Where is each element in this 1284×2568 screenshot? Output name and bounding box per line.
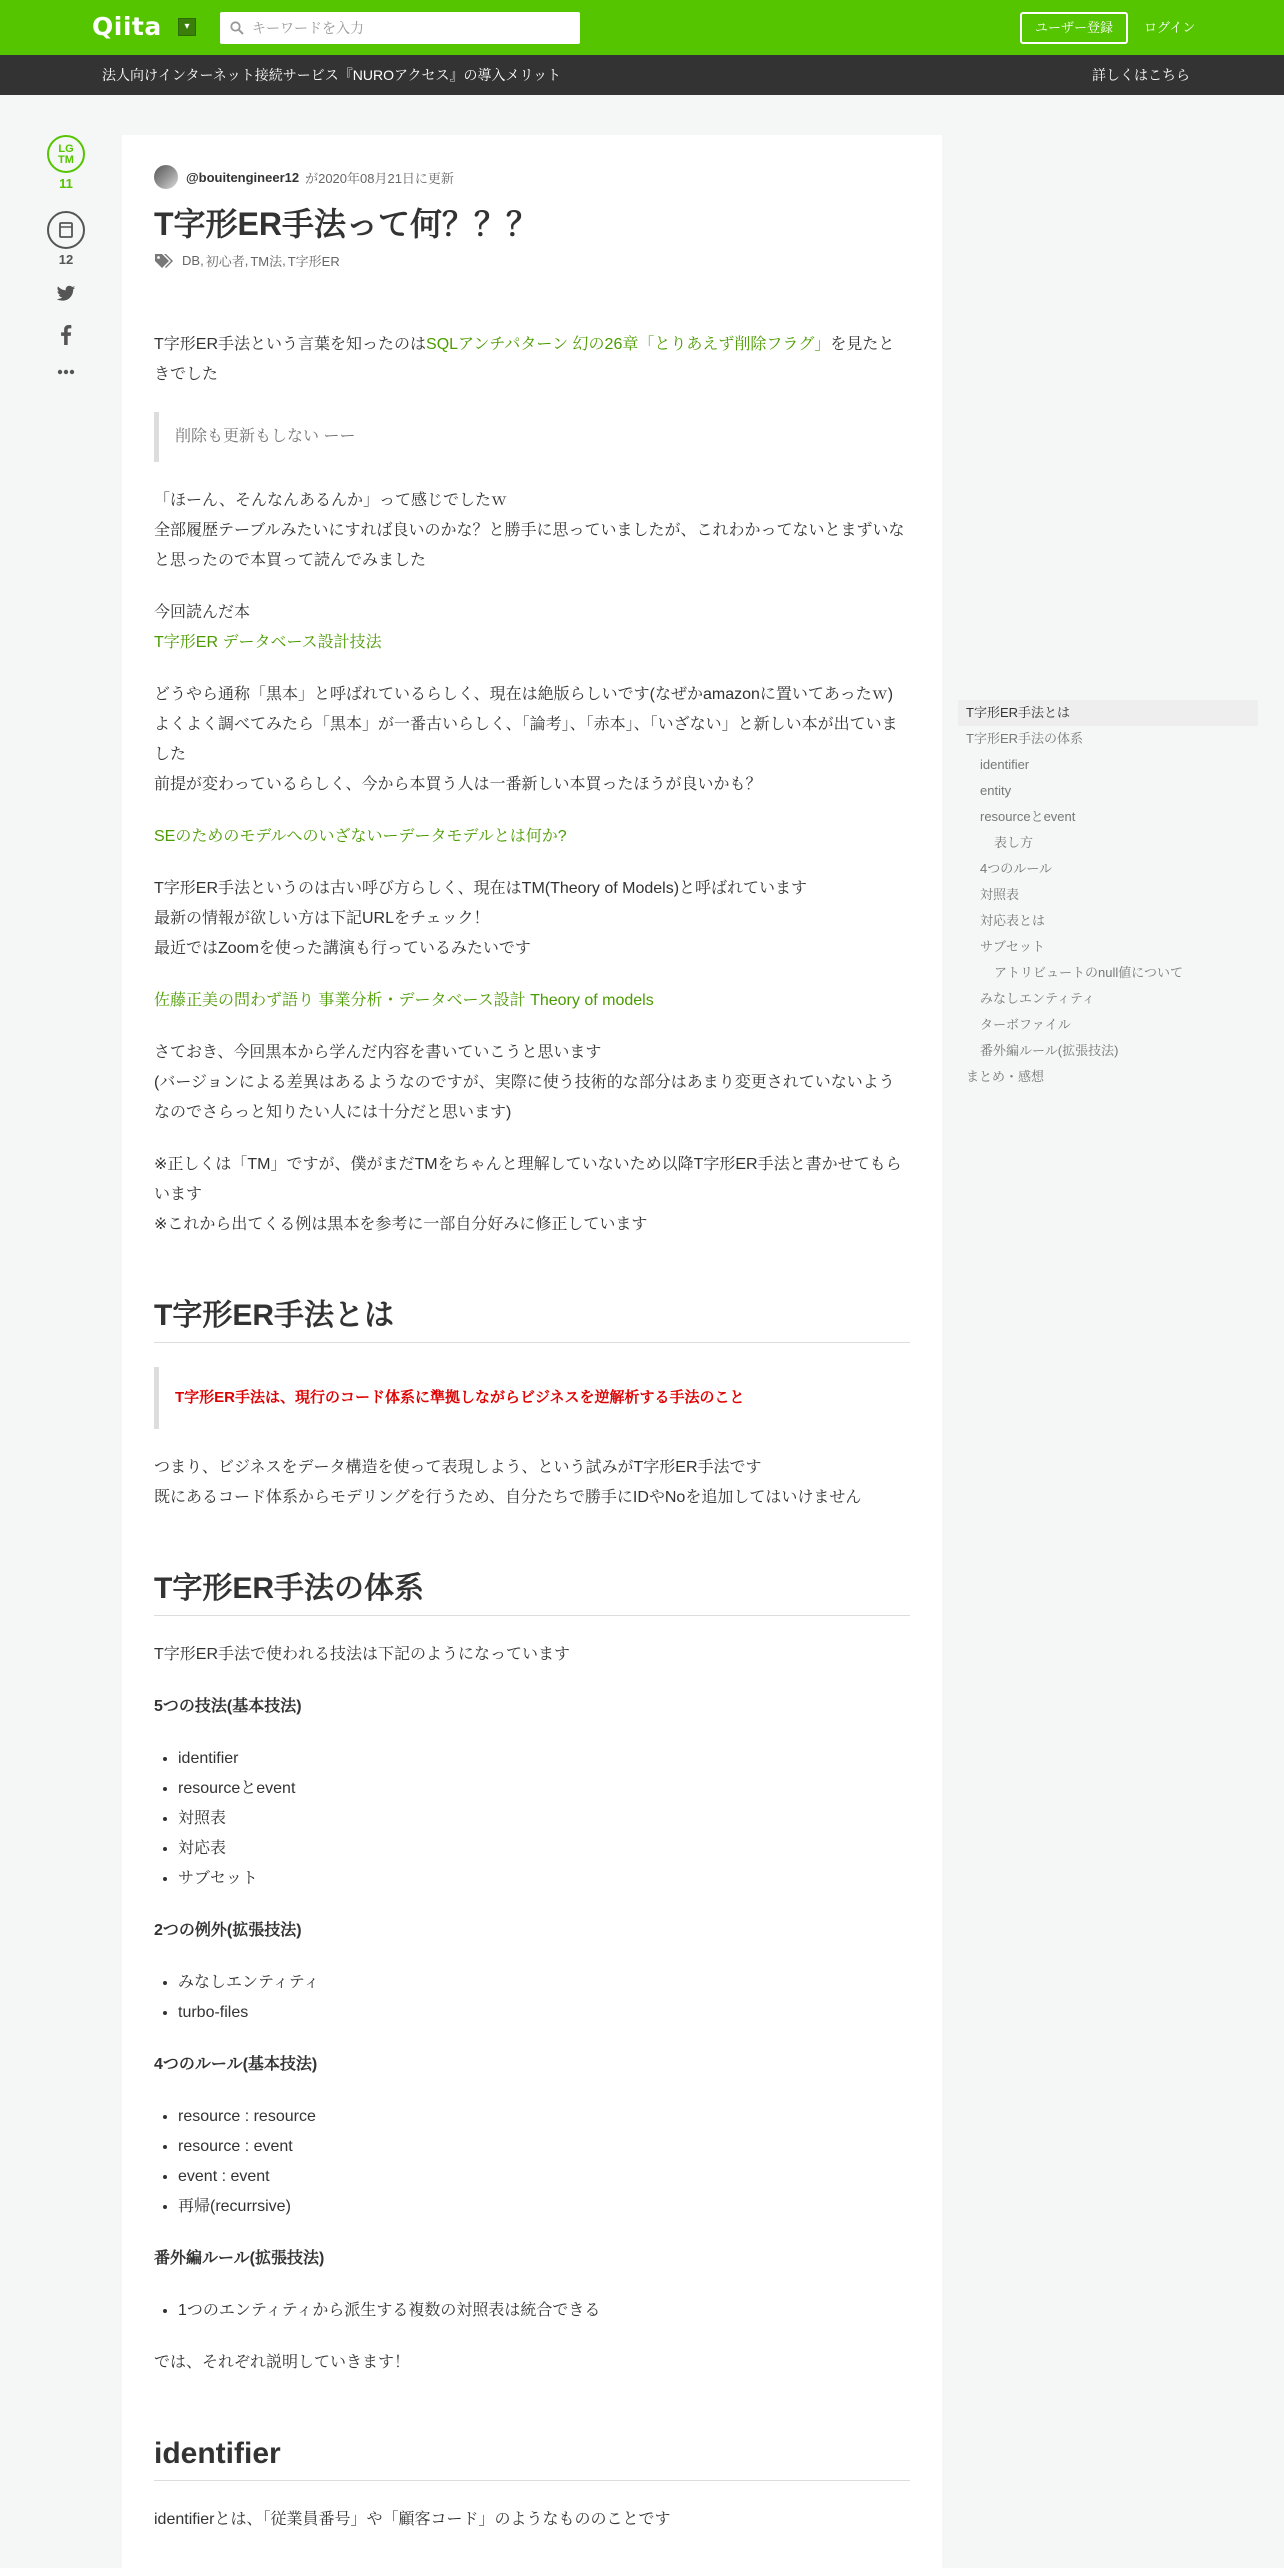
section-heading: identifier: [154, 2434, 910, 2481]
lgtm-count: 11: [59, 176, 73, 191]
search-box[interactable]: [220, 12, 580, 44]
tag[interactable]: TM法: [250, 254, 283, 269]
list-item: • turbo-files: [178, 1998, 910, 2028]
stock-button[interactable]: [47, 211, 85, 249]
link-model-book[interactable]: SEのためのモデルへのいざないーデータモデルとは何か?: [154, 828, 567, 845]
tag[interactable]: DB: [182, 253, 201, 268]
toc-item[interactable]: identifier: [980, 757, 1030, 772]
paragraph: ※正しくは「TM」ですが、僕がまだTMをちゃんと理解していないため以降T字形ER手法と書かせてもらいます ※これから出てくる例は黒本を参考に一部自分好みに修正しています: [154, 1156, 902, 1233]
list-item: • 1つのエンティティから派生する複数の対照表は統合できる: [178, 2296, 910, 2326]
lgtm-button[interactable]: [47, 135, 85, 173]
global-header: [0, 0, 1284, 55]
article-actions: [44, 135, 88, 375]
qiita-logo[interactable]: Qiita: [92, 12, 162, 41]
link-book[interactable]: T字形ER データベース設計技法: [154, 634, 382, 651]
toc-item[interactable]: T字形ER手法の体系: [966, 731, 1084, 746]
toc-item[interactable]: T字形ER手法とは: [958, 700, 1258, 726]
login-link[interactable]: ログイン: [1144, 20, 1196, 35]
article-body: [154, 330, 910, 2535]
lgtm-label-top: LG: [58, 143, 74, 155]
toc-item[interactable]: 4つのルール: [980, 861, 1052, 876]
toc-item[interactable]: ターボファイル: [980, 1017, 1071, 1032]
ad-link[interactable]: 詳しくはこちら: [1092, 67, 1190, 83]
list: [154, 1744, 910, 1894]
author-name[interactable]: @bouitengineer12: [186, 169, 300, 185]
subheading: 2つの例外(拡張技法): [154, 1922, 302, 1939]
article: [122, 135, 942, 2568]
paragraph: identifierとは、「従業員番号」や「顧客コード」のようなもののことです: [154, 2511, 671, 2528]
signup-button[interactable]: ユーザー登録: [1020, 12, 1128, 44]
toc-item[interactable]: 対照表: [980, 887, 1020, 902]
list-item: • resource : resource: [178, 2102, 910, 2132]
paragraph: どうやら通称「黒本」と呼ばれているらしく、現在は絶版らしいです(なぜかamazonに置いてあったｗ) よくよく調べてみたら「黒本」が一番古いらしく、「論考」、「赤本」、「いざない」と新しい本が出ていました 前提が変わっているらしく、今から本買う人は一番新しい本買ったほうが良いかも？: [154, 686, 898, 793]
more-icon[interactable]: [57, 369, 75, 375]
definition-text: T字形ER手法は、現行のコード体系に準拠しながらビジネスを逆解析する手法のこと: [175, 1389, 745, 1406]
paragraph: [154, 822, 910, 852]
subheading: 5つの技法(基本技法): [154, 1698, 302, 1715]
list: [154, 2296, 910, 2326]
stock-count: 12: [58, 252, 74, 267]
subheading: 4つのルール(基本技法): [154, 2056, 318, 2073]
ad-text[interactable]: 法人向けインターネット接続サービス『NUROアクセス』の導入メリット: [102, 67, 561, 83]
list-item: • resourceとevent: [178, 1774, 910, 1804]
lgtm-label-bottom: TM: [58, 154, 74, 166]
paragraph: さておき、今回黒本から学んだ内容を書いていこうと思います (バージョンによる差異はあるようなのですが、実際に使う技術的な部分はあまり変更されていないようなのでさらっと知りたい人には十分だと思います): [154, 1044, 895, 1121]
stock-icon: [49, 213, 83, 247]
toc-item[interactable]: resourceとevent: [980, 809, 1076, 824]
toc-item[interactable]: まとめ・感想: [966, 1069, 1045, 1084]
paragraph: 今回読んだ本 T字形ER データベース設計技法: [154, 604, 382, 651]
search-input[interactable]: [250, 12, 574, 44]
list-item: • サブセット: [178, 1864, 910, 1894]
toc-item[interactable]: 対応表とは: [980, 913, 1046, 928]
blockquote: 削除も更新もしない ーー: [154, 412, 910, 462]
toc-item[interactable]: アトリビュートのnull値について: [994, 965, 1183, 980]
tag[interactable]: 初心者: [205, 254, 245, 269]
toc-item[interactable]: 番外編ルール(拡張技法): [980, 1043, 1119, 1058]
updated-date: が2020年08月21日に更新: [305, 170, 454, 186]
paragraph: T字形ER手法というのは古い呼び方らしく、現在はTM(Theory of Models)と呼ばれています 最新の情報が欲しい方は下記URLをチェック！ 最近ではZoomを使った講演も行っているみたいです: [154, 880, 808, 957]
subheading: 番外編ルール(拡張技法): [154, 2250, 325, 2267]
table-of-contents: [958, 700, 1258, 1090]
search-icon: [230, 21, 244, 35]
link-theory-of-models[interactable]: 佐藤正美の問わず語り 事業分析・データベース設計 Theory of models: [154, 992, 654, 1009]
list-item: • identifier: [178, 1744, 910, 1774]
section-heading: T字形ER手法とは: [154, 1296, 910, 1343]
avatar[interactable]: [154, 165, 178, 189]
list-item: • みなしエンティティ: [178, 1968, 910, 1998]
list-item: • resource : event: [178, 2132, 910, 2162]
section-heading: T字形ER手法の体系: [154, 1569, 910, 1616]
toc-item[interactable]: みなしエンティティ: [980, 991, 1095, 1006]
author-line: [154, 165, 910, 189]
list-item: • event : event: [178, 2162, 910, 2192]
page-title: T字形ER手法って何？？？: [154, 206, 539, 242]
link-sql-antipattern[interactable]: SQLアンチパターン 幻の26章「とりあえず削除フラグ」: [426, 336, 831, 353]
paragraph: [154, 986, 910, 1016]
list: [154, 1968, 910, 2028]
ad-bar: [0, 55, 1284, 95]
chevron-down-icon[interactable]: ▾: [178, 18, 196, 36]
twitter-icon[interactable]: [56, 285, 76, 303]
tags-icon: [154, 253, 174, 269]
facebook-icon[interactable]: [60, 325, 72, 345]
tag[interactable]: T字形ER: [287, 254, 340, 269]
list-item: • 対応表: [178, 1834, 910, 1864]
paragraph: T字形ER手法という言葉を知ったのはSQLアンチパターン 幻の26章「とりあえず削除フラグ」を見たときでした: [154, 336, 895, 383]
paragraph: T字形ER手法で使われる技法は下記のようになっています: [154, 1646, 571, 1663]
toc-item[interactable]: 表し方: [994, 835, 1034, 850]
list-item: • 再帰(recurrsive): [178, 2192, 910, 2222]
paragraph: 「ほーん、そんなんあるんか」って感じでしたｗ 全部履歴テーブルみたいにすれば良いのかな？と勝手に思っていましたが、これわかってないとまずいなと思ったので本買って読んでみました: [154, 492, 905, 569]
paragraph: つまり、ビジネスをデータ構造を使って表現しよう、という試みがT字形ER手法です 既にあるコード体系からモデリングを行うため、自分たちで勝手にIDやNoを追加してはいけません: [154, 1459, 862, 1506]
tag-list: DB , 初心者 , TM法 , T字形ER: [154, 251, 910, 270]
blockquote: [154, 1367, 910, 1429]
toc-item[interactable]: サブセット: [980, 939, 1045, 954]
toc-item[interactable]: entity: [980, 783, 1012, 798]
paragraph: では、それぞれ説明していきます！: [154, 2354, 411, 2371]
list: [154, 2102, 910, 2222]
list-item: • 対照表: [178, 1804, 910, 1834]
